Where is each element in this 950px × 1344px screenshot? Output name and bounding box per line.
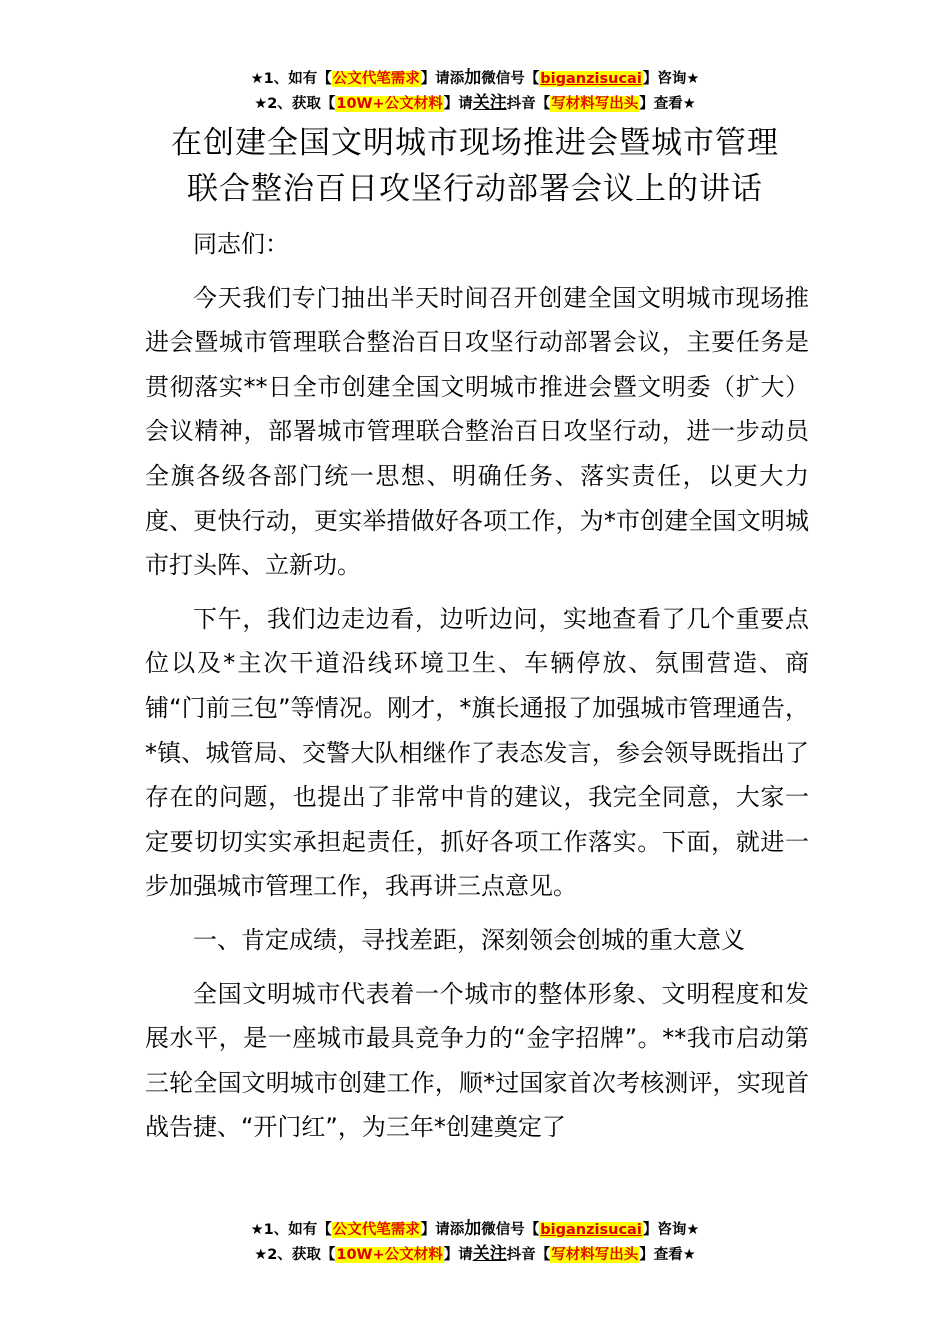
promo-text: 】请添 [420, 71, 465, 87]
promo-text: 】咨询★ [642, 71, 700, 87]
star-icon: ★ [254, 96, 268, 112]
promo-text: 1、如有【 [263, 71, 332, 87]
promo-highlight-wechat-id: biganzisucai [540, 1222, 642, 1238]
promo-highlight-wechat-id: biganzisucai [540, 71, 642, 87]
title-line-1: 在创建全国文明城市现场推进会暨城市管理 [171, 125, 779, 161]
promo-text: 关注 [472, 93, 507, 113]
promo-highlight-service: 公文代笔需求 [332, 71, 420, 87]
promo-banner-top [0, 66, 950, 116]
promo-text: 】请添 [420, 1222, 465, 1238]
promo-highlight-service: 公文代笔需求 [332, 1222, 420, 1238]
star-icon: ★ [250, 71, 264, 87]
promo-line-1 [0, 66, 950, 91]
promo-text: 抖音【 [506, 1247, 551, 1263]
promo-banner-bottom [0, 1217, 950, 1267]
promo-text: 抖音【 [506, 96, 551, 112]
body-paragraph: 今天我们专门抽出半天时间召开创建全国文明城市现场推进会暨城市管理联合整治百日攻坚行动部署会议，主要任务是贯彻落实**日全市创建全国文明城市推进会暨文明委（扩大）会议精神，部署城市管理联合整治百日攻坚行动，进一步动员全旗各级各部门统一思想、明确任务、落实责任，以更大力度、更快行动，更实举措做好各项工作，为*市创建全国文明城市打头阵、立新功。 [145, 283, 809, 580]
promo-text: 微信号【 [481, 1222, 540, 1238]
promo-highlight-douyin: 写材料写出头 [551, 1247, 639, 1263]
star-icon: ★ [250, 1222, 264, 1238]
title-line-2: 联合整治百日攻坚行动部署会议上的讲话 [187, 171, 763, 207]
promo-text: 】咨询★ [642, 1222, 700, 1238]
star-icon: ★ [254, 1247, 268, 1263]
promo-line-2 [0, 1242, 950, 1267]
promo-highlight-materials: 10W+公文材料 [336, 1247, 443, 1263]
promo-text: 1、如有【 [263, 1222, 332, 1238]
section-heading: 一、肯定成绩，寻找差距，深刻领会创城的重大意义 [193, 925, 745, 954]
promo-text: 】查看★ [639, 1247, 696, 1263]
promo-text: 关注 [472, 1244, 507, 1264]
promo-line-1 [0, 1217, 950, 1242]
body-paragraph: 下午，我们边走边看，边听边问，实地查看了几个重要点位以及*主次干道沿线环境卫生、车辆停放、氛围营造、商铺“门前三包”等情况。刚才，*旗长通报了加强城市管理通告，*镇、城管局、交警大队相继作了表态发言，参会领导既指出了存在的问题，也提出了非常中肯的建议，我完全同意，大家一定要切切实实承担起责任，抓好各项工作落实。下面，就进一步加强城市管理工作，我再讲三点意见。 [145, 604, 809, 901]
body-paragraph: 全国文明城市代表着一个城市的整体形象、文明程度和发展水平，是一座城市最具竞争力的“金字招牌”。**我市启动第三轮全国文明城市创建工作，顺*过国家首次考核测评，实现首战告捷、“开门红”，为三年*创建奠定了 [145, 979, 809, 1142]
salutation: 同志们： [193, 230, 289, 258]
promo-text: 2、获取【 [267, 96, 336, 112]
promo-text: 】查看★ [639, 96, 696, 112]
promo-text: 2、获取【 [267, 1247, 336, 1263]
promo-text: 加 [464, 1219, 482, 1239]
promo-line-2 [0, 91, 950, 116]
document-body [145, 222, 809, 1159]
promo-text: 】请 [443, 96, 473, 112]
promo-text: 微信号【 [481, 71, 540, 87]
document-title [0, 120, 950, 212]
promo-text: 】请 [443, 1247, 473, 1263]
promo-highlight-douyin: 写材料写出头 [551, 96, 639, 112]
promo-highlight-materials: 10W+公文材料 [336, 96, 443, 112]
promo-text: 加 [464, 68, 482, 88]
